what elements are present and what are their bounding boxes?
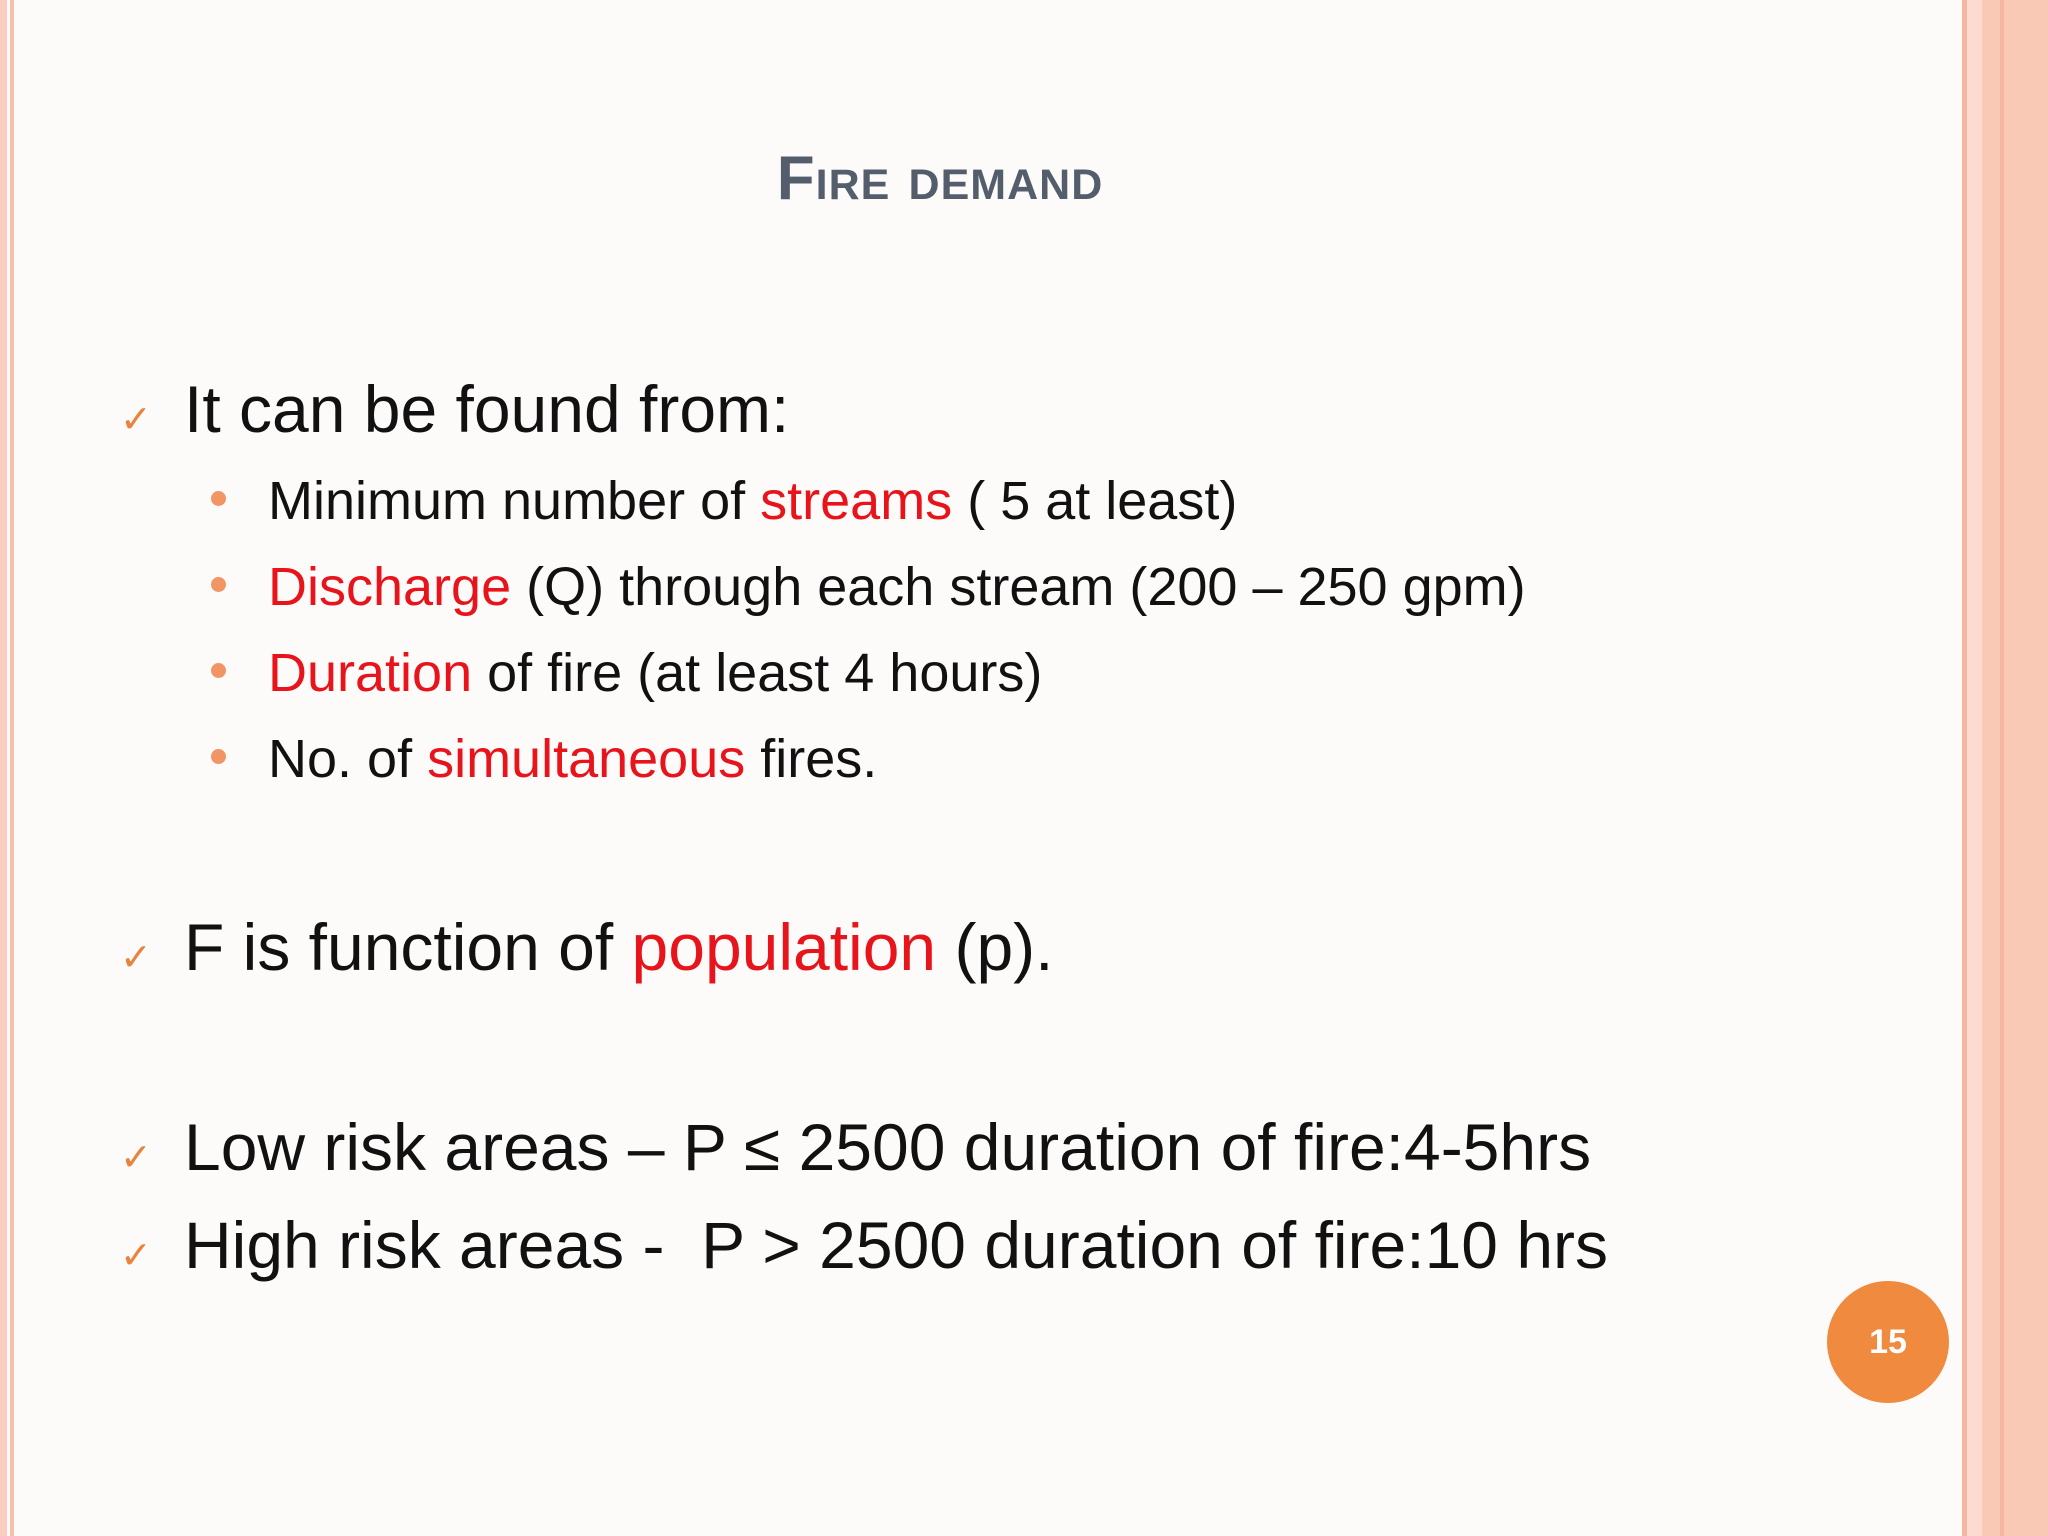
subitem-post: ( 5 at least) [952,471,1238,531]
subitem-pre: Minimum number of [268,471,761,531]
checkmark-icon: ✓ [120,935,152,979]
bullet-text: High risk areas - P > 2500 duration of fire:10 hrs [184,1208,1609,1282]
subitem-highlight: streams [760,471,953,531]
bullet-text: Low risk areas – P ≤ 2500 duration of fire:4-5hrs [184,1110,1592,1184]
bullet-high-risk [120,1208,1608,1284]
subitem-post: of fire (at least 4 hours) [472,643,1043,703]
left-border-stripe [0,0,7,1536]
checkmark-icon: ✓ [120,1135,152,1179]
bullet-population [120,910,1053,986]
slide-title: Fire demand [776,144,1104,213]
bullet-highlight: population [631,910,937,984]
subitem-pre: No. of [268,729,428,789]
page-number-badge: 15 [1827,1281,1949,1403]
subitem-post: (Q) through each stream (200 – 250 gpm) [511,557,1526,617]
bullet-found-from [120,372,789,448]
subitem-post: fires. [745,729,878,789]
right-border-stripe-light [1967,0,1982,1536]
subitem-streams [208,470,1237,532]
bullet-text: It can be found from: [184,372,790,446]
checkmark-icon: ✓ [120,1233,152,1277]
bullet-post: (p). [936,910,1054,984]
subitem-highlight: simultaneous [427,729,746,789]
subitem-discharge [208,556,1526,618]
right-border-panel [1982,0,2048,1536]
bullet-low-risk [120,1110,1591,1186]
subitem-highlight: Discharge [268,557,512,617]
subitem-duration [208,642,1042,704]
checkmark-icon: ✓ [120,397,152,441]
bullet-pre: F is function of [184,910,632,984]
subitem-highlight: Duration [268,643,473,703]
left-border-stripe-inner [10,0,14,1536]
right-border-stripe-inner-line [2000,0,2004,1536]
subitem-simultaneous [208,728,877,790]
